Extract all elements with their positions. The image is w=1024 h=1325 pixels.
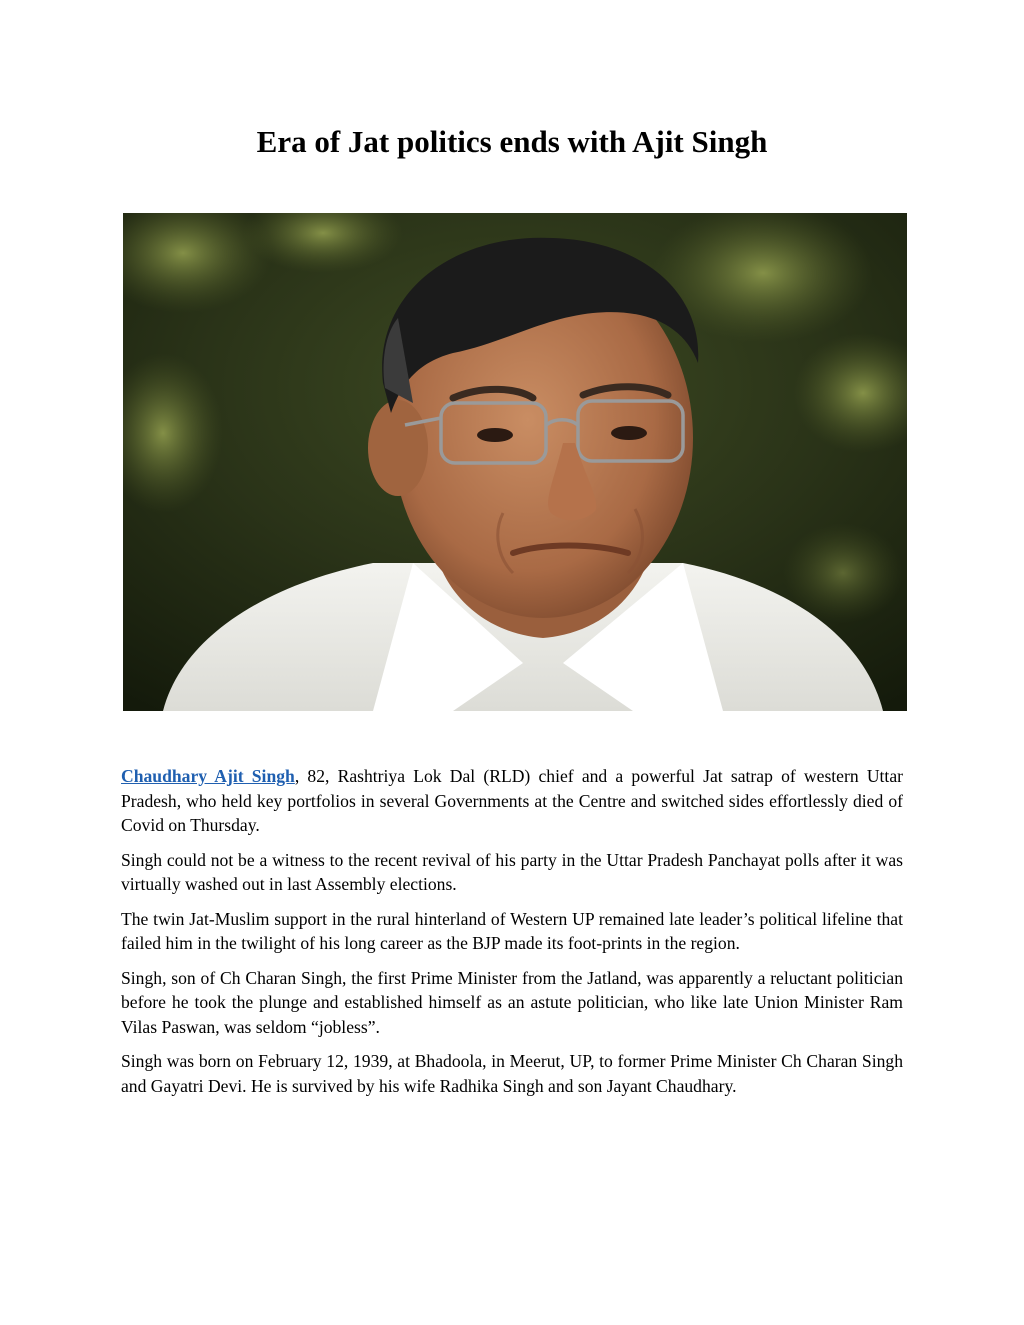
article-paragraph-5: Singh was born on February 12, 1939, at Bhadoola, in Meerut, UP, to former Prime Minister Ch Charan Singh and Gayatri Devi. He is survived by his wife Radhika Singh and son Jayant Chaudhary. [121, 1051, 903, 1096]
portrait-photo [123, 213, 907, 711]
article-paragraph-4: Singh, son of Ch Charan Singh, the first Prime Minister from the Jatland, was apparently a reluctant politician before he took the plunge and established himself as an astute politician, who like late Union Minister Ram Vilas Paswan, was seldom “jobless”. [121, 967, 903, 1037]
page-title: Era of Jat politics ends with Ajit Singh [256, 124, 768, 159]
article-paragraph-1 [121, 764, 903, 838]
article-paragraph-2: Singh could not be a witness to the recent revival of his party in the Uttar Pradesh Panchayat polls after it was virtually washed out in last Assembly elections. [121, 849, 903, 894]
chaudhary-ajit-singh-link[interactable]: Chaudhary Ajit Singh [121, 766, 295, 786]
article-paragraph-3: The twin Jat-Muslim support in the rural hinterland of Western UP remained late leader’s political lifeline that failed him in the twilight of his long career as the BJP made its foot-prints in the region. [121, 908, 903, 953]
paragraph-1-text: , 82, Rashtriya Lok Dal (RLD) chief and a powerful Jat satrap of western Uttar Pradesh, who held key portfolios in several Governments at the Centre and switched sides effortlessly died of Covid on Thursday. [121, 766, 903, 835]
portrait-image [123, 213, 907, 711]
article-body [121, 764, 903, 1108]
